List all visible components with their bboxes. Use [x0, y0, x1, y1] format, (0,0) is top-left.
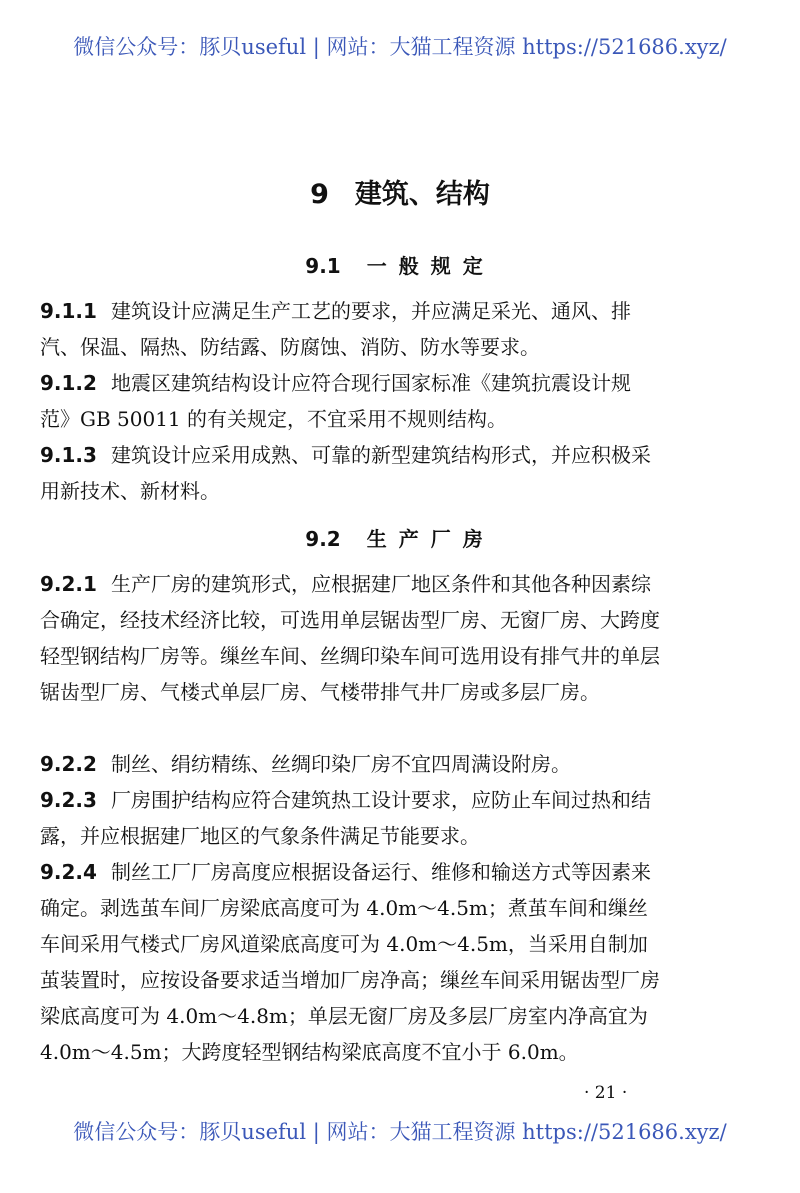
clause-number: 9.2.4	[40, 860, 97, 884]
clause-number: 9.2.2	[40, 752, 97, 776]
watermark-bottom: 微信公众号：豚贝useful | 网站：大猫工程资源 https://521686.xyz/	[73, 1120, 727, 1144]
section-number: 9.1	[305, 254, 341, 278]
clause-text: 地震区建筑结构设计应符合现行国家标准《建筑抗震设计规范》GB 50011 的有关规定，不宜采用不规则结构。	[40, 371, 631, 431]
clause-number: 9.1.3	[40, 443, 97, 467]
clause-text: 制丝工厂厂房高度应根据设备运行、维修和输送方式等因素来确定。剥选茧车间厂房梁底高度可为 4.0m～4.5m；煮茧车间和缫丝车间采用气楼式厂房风道梁底高度可为 4.0m～4.5m，当采用自制加茧装置时，应按设备要求适当增加厂房净高；缫丝车间采用锯齿型厂房梁底高度可为 4.0m～4.8m；单层无窗厂房及多层厂房室内净高宜为 4.0m～4.5m；大跨度轻型钢结构梁底高度不宜小于 6.0m。	[40, 860, 660, 1064]
section-title-9-1	[0, 250, 800, 279]
clause-9-1-2	[40, 365, 660, 437]
clause-text: 建筑设计应采用成熟、可靠的新型建筑结构形式，并应积极采用新技术、新材料。	[40, 443, 651, 503]
section-title-text: 生产厂房	[366, 527, 495, 551]
clause-text: 生产厂房的建筑形式，应根据建厂地区条件和其他各种因素综合确定，经技术经济比较，可选用单层锯齿型厂房、无窗厂房、大跨度轻型钢结构厂房等。缫丝车间、丝绸印染车间可选用设有排气井的单层锯齿型厂房、气楼式单层厂房、气楼带排气井厂房或多层厂房。	[40, 572, 660, 704]
section-title-9-2	[0, 523, 800, 552]
clause-text: 制丝、绢纺精练、丝绸印染厂房不宜四周满设附房。	[110, 752, 571, 776]
clause-9-2-1	[40, 566, 660, 710]
clause-text: 厂房围护结构应符合建筑热工设计要求，应防止车间过热和结露，并应根据建厂地区的气象条件满足节能要求。	[40, 788, 651, 848]
chapter-title	[0, 172, 800, 211]
chapter-number: 9	[310, 179, 329, 210]
clause-9-1-3	[40, 437, 660, 509]
clause-text: 建筑设计应满足生产工艺的要求，并应满足采光、通风、排汽、保温、隔热、防结露、防腐蚀、消防、防水等要求。	[40, 299, 631, 359]
clause-number: 9.1.2	[40, 371, 97, 395]
clause-9-2-3	[40, 782, 660, 854]
clause-number: 9.2.3	[40, 788, 97, 812]
clause-number: 9.1.1	[40, 299, 97, 323]
clause-number: 9.2.1	[40, 572, 97, 596]
section-number: 9.2	[305, 527, 341, 551]
clause-9-2-4	[40, 854, 660, 1070]
clause-9-2-2	[40, 746, 660, 782]
chapter-title-text: 建筑、结构	[354, 179, 490, 210]
page-number: · 21 ·	[584, 1083, 628, 1103]
watermark-top: 微信公众号：豚贝useful | 网站：大猫工程资源 https://521686.xyz/	[73, 35, 727, 59]
section-title-text: 一般规定	[366, 254, 495, 278]
clause-9-1-1	[40, 293, 660, 365]
